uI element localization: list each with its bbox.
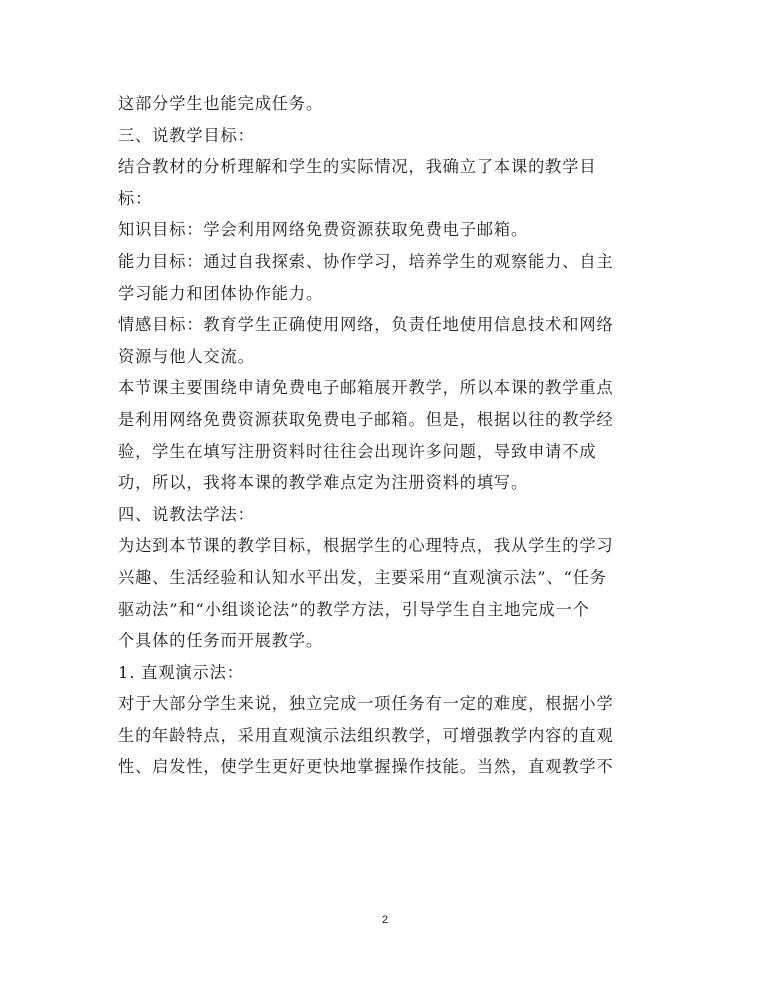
text-line: 性、启发性，使学生更好更快地掌握操作技能。当然，直观教学不 bbox=[118, 757, 614, 777]
text-line: 对于大部分学生来说，独立完成一项任务有一定的难度，根据小学 bbox=[118, 694, 614, 714]
body-text bbox=[118, 88, 658, 783]
text-line: 标： bbox=[118, 188, 153, 208]
section-heading: 三、说教学目标： bbox=[118, 125, 255, 145]
text-line: 个具体的任务而开展教学。 bbox=[118, 631, 324, 651]
text-line: 是利用网络免费资源获取免费电子邮箱。但是，根据以往的教学经 bbox=[118, 409, 614, 429]
text-line: 结合教材的分析理解和学生的实际情况，我确立了本课的教学目 bbox=[118, 157, 597, 177]
section-heading: 四、说教法学法： bbox=[118, 504, 255, 524]
text-line: 功，所以，我将本课的教学难点定为注册资料的填写。 bbox=[118, 473, 529, 493]
text-line: 知识目标：学会利用网络免费资源获取免费电子邮箱。 bbox=[118, 220, 529, 240]
text-line: 为达到本节课的教学目标，根据学生的心理特点，我从学生的学习 bbox=[118, 536, 614, 556]
page-number: 2 bbox=[381, 914, 389, 926]
text-line: 这部分学生也能完成任务。 bbox=[118, 94, 324, 113]
text-line: 驱动法”和“小组谈论法”的教学方法，引导学生自主地完成一个 bbox=[118, 599, 590, 619]
text-line: 能力目标：通过自我探索、协作学习，培养学生的观察能力、自主 bbox=[118, 251, 614, 271]
subsection-heading: 1. 直观演示法： bbox=[118, 662, 244, 682]
text-line: 本节课主要围绕申请免费电子邮箱展开教学，所以本课的教学重点 bbox=[118, 378, 614, 398]
text-line: 兴趣、生活经验和认知水平出发，主要采用“直观演示法”、“任务 bbox=[118, 567, 607, 587]
text-line: 情感目标：教育学生正确使用网络，负责任地使用信息技术和网络 bbox=[118, 315, 614, 335]
text-line: 验，学生在填写注册资料时往往会出现许多问题，导致申请不成 bbox=[118, 441, 597, 461]
text-line: 学习能力和团体协作能力。 bbox=[118, 283, 324, 303]
text-line: 生的年龄特点，采用直观演示法组织教学，可增强教学内容的直观 bbox=[118, 725, 614, 745]
text-line: 资源与他人交流。 bbox=[118, 346, 255, 366]
